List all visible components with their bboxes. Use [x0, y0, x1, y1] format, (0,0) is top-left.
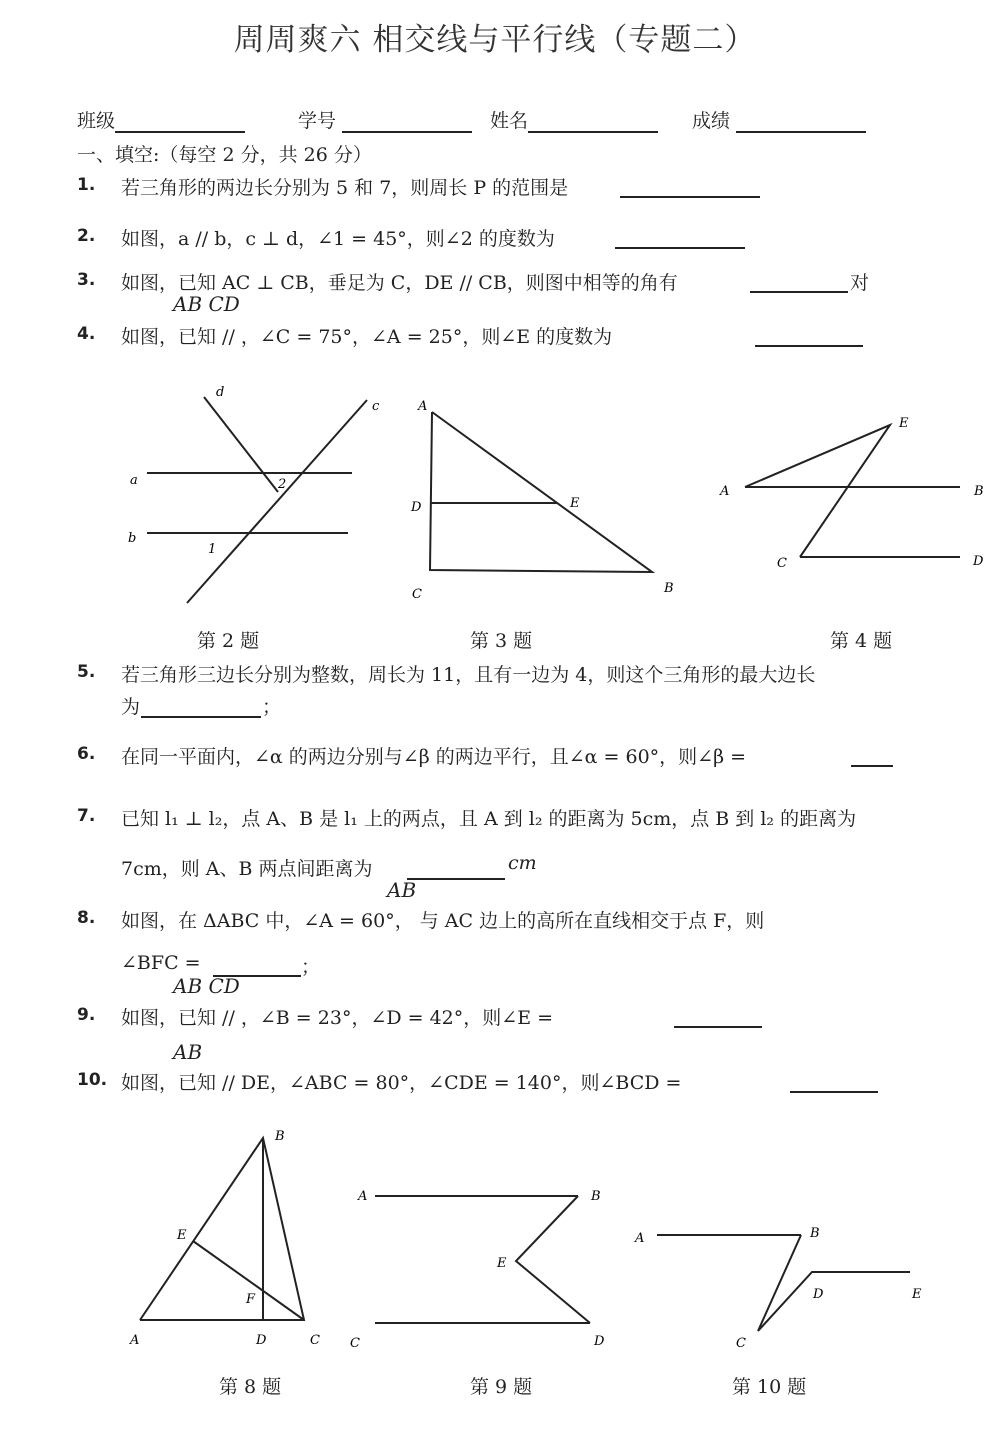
label-d: d: [216, 385, 225, 400]
label-D: D: [973, 554, 984, 569]
answer-blank-6[interactable]: [851, 745, 893, 767]
label-B: B: [810, 1226, 820, 1241]
class-label: 班级: [77, 110, 116, 132]
score-blank[interactable]: [736, 111, 866, 133]
label-B: B: [664, 581, 674, 596]
score-field: [692, 106, 866, 133]
question-3: [77, 270, 678, 294]
question-7: [77, 806, 857, 830]
question-text: 如图，在 ΔABC 中，∠A = 60°， 与 AC 边上的高所在直线相交于点 F，则: [121, 910, 765, 932]
label-E: E: [899, 416, 909, 431]
label-1: 1: [208, 542, 217, 557]
label-D: D: [256, 1333, 267, 1348]
label-b: b: [128, 531, 137, 546]
class-field: [77, 106, 245, 133]
question-number: 4.: [77, 324, 96, 344]
question-9: [77, 1005, 554, 1029]
question-text: 如图，已知 // ，∠B = 23°，∠D = 42°，则∠E =: [121, 1007, 554, 1029]
label-A: A: [130, 1333, 140, 1348]
question-6: [77, 744, 747, 768]
name-blank[interactable]: [528, 111, 658, 133]
overlay-text: AB CD: [173, 974, 240, 998]
overlay-text: AB: [387, 878, 417, 902]
question-number: 8.: [77, 908, 96, 928]
question-number: 2.: [77, 226, 96, 246]
label-D: D: [813, 1287, 824, 1302]
label-C: C: [412, 587, 422, 602]
question-text: 如图，已知 AC ⊥ CB，垂足为 C，DE // CB，则图中相等的角有: [121, 272, 678, 294]
question-text: 如图，a // b，c ⊥ d，∠1 = 45°，则∠2 的度数为: [121, 228, 555, 250]
answer-blank-9[interactable]: [674, 1006, 762, 1028]
question-10: [77, 1070, 682, 1094]
question-suffix: ；: [301, 956, 321, 978]
question-suffix: cm: [508, 852, 537, 874]
name-label: 姓名: [490, 110, 529, 132]
label-2: 2: [278, 477, 287, 492]
label-A: A: [358, 1189, 368, 1204]
question-8: [77, 908, 765, 932]
label-C: C: [777, 556, 787, 571]
question-text: 如图，已知 // DE，∠ABC = 80°，∠CDE = 140°，则∠BCD =: [121, 1072, 682, 1094]
label-B: B: [974, 484, 984, 499]
overlay-text: AB: [173, 1040, 203, 1064]
answer-blank-1[interactable]: [620, 176, 760, 198]
section-heading: 一、填空:（每空 2 分，共 26 分）: [77, 144, 372, 166]
label-C: C: [350, 1336, 360, 1351]
question-text: 若三角形的两边长分别为 5 和 7，则周长 P 的范围是: [121, 177, 569, 199]
label-B: B: [591, 1189, 601, 1204]
label-D: D: [594, 1334, 605, 1349]
answer-blank-7[interactable]: [407, 858, 505, 880]
caption-fig9: 第 9 题: [470, 1376, 533, 1398]
question-2: [77, 226, 555, 250]
caption-fig10: 第 10 题: [732, 1376, 807, 1398]
line-d: [204, 397, 278, 492]
caption-fig4: 第 4 题: [830, 630, 893, 652]
label-c: c: [372, 399, 380, 414]
label-C: C: [736, 1336, 746, 1351]
label-E: E: [570, 496, 580, 511]
id-blank[interactable]: [342, 111, 472, 133]
figure-3: [430, 412, 652, 572]
figure-row-1: [0, 370, 990, 620]
page-title: 周周爽六 相交线与平行线（专题二）: [233, 22, 757, 58]
altitude-CE: [193, 1241, 304, 1320]
caption-fig2: 第 2 题: [197, 630, 260, 652]
question-text-line2: ∠BFC =: [121, 952, 201, 974]
class-blank[interactable]: [115, 111, 245, 133]
question-text-line2: 7cm，则 A、B 两点间距离为: [121, 858, 373, 880]
figure-2: [147, 397, 367, 603]
question-5: [77, 662, 816, 686]
figure-row-2: [0, 1120, 990, 1360]
label-A: A: [418, 399, 428, 414]
label-D: D: [411, 500, 422, 515]
answer-blank-10[interactable]: [790, 1071, 878, 1093]
label-E: E: [177, 1228, 187, 1243]
figure-8: [140, 1138, 304, 1320]
id-field: [298, 106, 472, 133]
question-number: 9.: [77, 1005, 96, 1025]
question-text: 若三角形三边长分别为整数，周长为 11，且有一边为 4，则这个三角形的最大边长: [121, 664, 816, 686]
answer-blank-5[interactable]: [141, 696, 261, 718]
question-number: 3.: [77, 270, 96, 290]
label-B: B: [275, 1129, 285, 1144]
question-text: 如图，已知 // ，∠C = 75°，∠A = 25°，则∠E 的度数为: [121, 326, 613, 348]
label-A: A: [635, 1231, 645, 1246]
label-A: A: [720, 484, 730, 499]
label-C: C: [310, 1333, 320, 1348]
label-F: F: [246, 1292, 256, 1307]
question-number: 6.: [77, 744, 96, 764]
question-suffix: 对: [850, 272, 870, 294]
answer-blank-4[interactable]: [755, 325, 863, 347]
caption-fig3: 第 3 题: [470, 630, 533, 652]
answer-blank-3[interactable]: [750, 271, 848, 293]
label-E: E: [497, 1256, 507, 1271]
figure-9: [375, 1196, 590, 1323]
question-1: [77, 175, 569, 199]
figure-4: [745, 425, 960, 557]
question-number: 5.: [77, 662, 96, 682]
line-c: [187, 400, 367, 603]
figure-10: [657, 1235, 910, 1331]
answer-blank-2[interactable]: [615, 227, 745, 249]
name-field: [490, 106, 658, 133]
question-text: 已知 l₁ ⊥ l₂，点 A、B 是 l₁ 上的两点，且 A 到 l₂ 的距离为 5cm，点 B 到 l₂ 的距离为: [121, 808, 857, 830]
score-label: 成绩: [692, 110, 731, 132]
question-number: 7.: [77, 806, 96, 826]
question-suffix: ；: [262, 696, 282, 718]
id-label: 学号: [298, 110, 337, 132]
label-a: a: [130, 473, 138, 488]
question-4: [77, 324, 613, 348]
question-text: 在同一平面内，∠α 的两边分别与∠β 的两边平行，且∠α = 60°，则∠β =: [121, 746, 747, 768]
label-E: E: [912, 1287, 922, 1302]
question-number: 10.: [77, 1070, 108, 1090]
question-text-line2: 为: [121, 696, 141, 718]
caption-fig8: 第 8 题: [219, 1376, 282, 1398]
question-number: 1.: [77, 175, 96, 195]
overlay-text: AB CD: [173, 292, 240, 316]
